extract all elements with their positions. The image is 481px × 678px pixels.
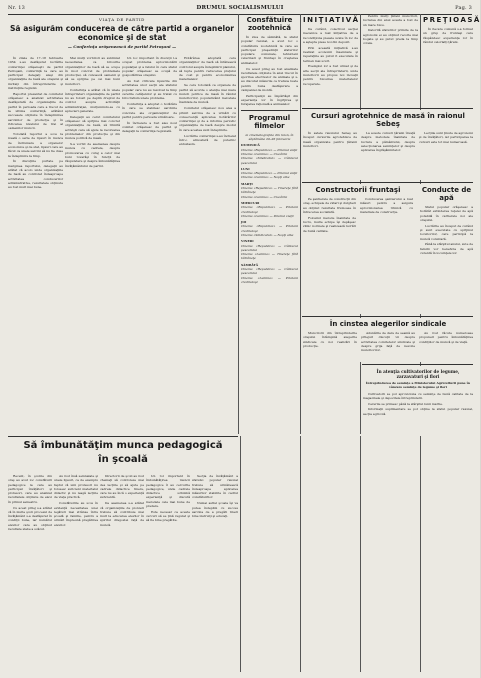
leadership-article [420,184,473,314]
pedagogic-title-line1: Să îmbunătăţim munca pedagogică [23,440,223,451]
column-zootechnic-program [241,14,298,434]
paragraph: Cererile se primesc până la sfârşitul lunii martie. [368,401,443,406]
paragraph: S-a vorbit de asemenea despre munca cu cadrele, despre promovarea cu curaj a celor mai buni tovarăşi în funcţii de răspundere şi despre îmbunătăţirea învăţământului de partid. [65,142,120,168]
program-day-block [241,167,298,180]
column-divider [238,14,239,434]
paragraph: Hotărârea adoptată cere organizaţiilor de bază să întărească controlul asupra îndeplinirii planului, să lupte pentru reducerea preţului de cost şi pentru economisirea materialelor. [179,56,236,82]
column-divider [360,436,361,672]
preciousness-title: PREŢIOASĂ [423,16,481,24]
union-elections-article [303,318,473,362]
paragraph: Delegaţii au cerut comitetului orăşenesc să sprijine mai concret organizaţiile de bază, să trimită activişti care să ajute la rezolvarea problemelor din producţie şi din munca politică de masă. [65,114,120,141]
paragraph: Au fost făcute numeroase propuneri pentru îmbunătăţirea condiţiilor de muncă şi de viaţă. [419,331,473,344]
lead-article-column [65,56,120,432]
program-entry: Cinema «Republica» — Prieteni credincioşi [241,224,298,233]
paragraph: Adunările de dare de seamă au prilejuit discuţii vii despre activitatea comitetelor sindicale şi despre grija faţă de nevoile muncitorilor. [361,331,415,353]
program-entry: Cinema «Republica» — Cântecul pescarului [241,243,298,252]
lead-article-column [179,56,236,432]
pedagogic-header [8,438,238,472]
paragraph: În discuţiile purtate pe marginea raportului, delegaţii au arătat că acolo unde organizaţiile de bază au controlat îndeaproape activitatea conducerilor administrative, rezultatele obţinute au fost mult mai bune. [8,159,63,190]
program-entry: Cinema «Lumina» — Ciocârlia [241,151,288,156]
program-entry: Cinema «Lumina» — Tinereţe fără bătrâneţe [241,252,298,261]
paragraph: Conferinţa a arătat că în unele întreprinderi organizaţiile de partid nu au folosit pe deplin dreptul de control asupra activităţii administraţiei, mulţumindu-se cu aprecieri generale. [65,87,120,114]
paragraph: Totodată raportul a scos la iveală o serie de lipsuri în munca de îndrumare a organelor economice şi de stat, lipsuri care au făcut ca unele sarcini să nu fie duse la îndeplinire la timp. [8,132,63,158]
pedagogic-column [8,474,52,672]
agro-courses-article [303,110,473,180]
paragraph: Informaţii suplimentare se pot obţine la sfatul popular raional, secţia agricolă. [363,407,473,416]
paragraph: Conferinţa a adoptat o hotărâre în care se stabilesc sarcinile concrete ale organizaţiilor de partid pentru perioada următoare. [122,101,177,119]
paragraph: Prin această iniţiativă s-au realizat economii însemnate şi reparaţiile au putut fi executate în termen mai scurt. [303,45,358,63]
paragraph: Este necesar ca aceste cercuri să se ţină regulat şi să fie bine pregătite. [146,509,190,523]
paragraph: Se cere totodată ca organele de partid să acorde o atenţie mai mare muncii politice de masă în rândul muncitorilor, popularizând metodele înaintate de muncă. [179,83,236,105]
column-divider [240,436,241,672]
paragraph: Participanţii au împărtăşit din experienţa lor în îngrijirea şi furajarea raţională a animalelor. [241,93,298,107]
construction-title: Constructorii fruntaşi [315,186,401,194]
paragraph: Sfatul popular orăşenesc a hotărât extinderea reţelei de apă potabilă în cartierele noi ale oraşului. [420,205,473,222]
lead-subhead: — Conferinţa orăşenească de partid Petroşani — [67,44,177,50]
program-day-block [241,220,298,237]
lead-article-column [8,56,63,432]
paragraph: Lucrările conferinţei s-au încheiat într-o atmosferă de puternic entuziasm. [179,133,236,147]
paragraph: Recent, în şcolile din oraş au avut loc consfătuiri pedagogice la care au participat învăţători şi profesori, care au analizat rezultatele obţinute de elevi în primul semestru. [8,474,52,504]
program-entry: Cinema «Republica» — Drumul vieţii [241,171,298,176]
paper-name: DRUMUL SOCIALISMULUI [196,5,284,11]
program-entry: Cinema «Lumina» — Ciocârlia [241,194,288,199]
vegetables-notice [363,366,473,434]
union-elections-title: În cinstea alegerilor sindicale [329,320,447,328]
program-entry: Cinema «Republica» — Prieteni credincioşi [241,205,298,214]
program-entry: Cinema «Lumina» — Nopţi albe [241,175,290,180]
page-number: Pag. 3 [455,5,472,11]
paragraph: Au fost însă semnalate şi unele lipsuri, ca de exemplu faptul că unii profesori nu folosesc suficient materialul didactic şi nu leagă lecţiile de viaţa practică. [54,474,98,500]
leadership-title: Conducte de apă [421,186,472,202]
paragraph: În fiecare comună s-a format un grup de fruntaşi care răspândesc experienţa lor în rândul celorlalţi ţărani. [423,27,473,44]
vegetables-intro: Întreprinderea de seminţe a Ministerului Agriculturii pune în vânzare seminţe de legume şi flori [366,381,470,390]
pedagogic-column [192,474,238,672]
section-rule [8,436,238,437]
program-day: JOI [241,220,247,225]
program-entry: Cinema «Republica» — Tinereţe fără bătrâneţe [241,186,298,195]
section-rule [362,364,473,365]
column-divider [300,436,301,672]
section-rule [302,316,473,317]
pedagogic-column [100,474,144,672]
paragraph: Cu acest prilej s-a arătat că în multe şcoli procesul de învăţământ s-a desfăşurat în condiţii bune, iar numărul elevilor care au obţinut rezultate slabe a scăzut. [8,505,52,532]
section-rule [241,110,298,111]
paragraph: Lecţiile sunt ţinute de agronomi şi de învăţători, iar participarea la cursuri este tot mai numeroasă. [419,131,473,144]
program-day: DUMINICĂ [241,143,260,148]
paragraph: Datorită sfaturilor primite de la agronomi ei au obţinut recolte mai bogate şi au putut preda la timp cotele. [363,28,418,46]
paragraph: În încheiere a fost ales noul comitet orăşenesc de partid şi delegaţii la conferinţa regională. [122,120,177,134]
program-entry: Cinema «Republica» — Cântecul pescarului [241,267,298,276]
lead-kicker: VIAŢA DE PARTID [99,17,145,22]
program-entry: Cinema «Sindicatul» — Nopţi albe [241,232,294,237]
program-entry: Cinema «Lumina» — Prieteni credincioşi [241,275,298,284]
paragraph: De curând, colectivul secţiei mecanice a luat iniţiativa de a recondiţiona piesele uzate în loc de a aştepta piese noi din depozit. [303,27,358,44]
paragraph: Secţia de învăţământ a sfatului popular raional trebuie să urmărească îndeaproape aplicarea măsurilor stabilite în cadrul consfătuirilor. [192,474,238,500]
program-day-block [241,201,298,218]
program-day: VINERI [241,239,254,244]
lead-headline: Să asigurăm conducerea de către partid a organelor economice şi de stat [9,24,235,43]
zootechnic-title: Consfătuire zootehnică [246,16,293,32]
section-rule [302,108,473,109]
paragraph: La aceste cursuri ţăranii învaţă despre metodele înaintate de lucrare a pământului, despre selecţionarea seminţelor şi despre aplicarea îngrăşămintelor. [361,131,415,153]
program-entry: Cinema «Sindicatul» — Cântecul pescarului [241,156,298,165]
program-day: LUNI [241,166,250,171]
paragraph: Până la sfârşitul anului, sute de familii vor beneficia de apă curentă în locuinţele lor. [420,242,473,255]
program-day-block [241,182,298,199]
paragraph: În ziua de sâmbătă, la sfatul popular raional, a avut loc o consfătuire zootehnică la care au participat preşedinţii sfaturilor populare comunale, tehnicieni veterinari şi fruntaşi în creşterea animalelor. [241,35,298,65]
construction-article [303,184,413,314]
program-day: MIERCURI [241,200,260,205]
program-day: MARŢI [241,181,253,186]
issue-number: Nr. 13 [8,5,25,11]
paragraph: Au fost criticate lipsurile din activitatea unor secţii ale sfatului popular care nu au rezolvat la timp cererile cetăţenilor şi au tratat cu birocratism unele probleme. [122,78,177,101]
pedagogic-column [146,474,190,672]
paragraph: Numai astfel şcoala îşi va putea îndeplini cu succes sarcina de a pregăti tineri bine instruiţi şi educaţi. [192,501,238,519]
lead-article-column [122,56,177,432]
program-entry: Cinema «Lumina» — Drumul vieţii [241,213,294,218]
paragraph: Conducerea şantierului a luat măsuri pentru a asigura aprovizionarea ritmică cu materiale de construcţie. [360,197,413,214]
pedagogic-column [54,474,98,672]
paragraph: De asemenea s-a arătat că organizaţiile de pionieri trebuie să contribuie mai mult la educarea elevilor în spiritul dragostei faţă de muncă. [100,501,144,527]
program-day: SÂMBĂTĂ [241,262,259,267]
lead-article-header [8,14,236,54]
paragraph: Un rol important în îmbunătăţirea muncii pedagogice îl au cercurile pedagogice, unde cadrele didactice schimbă experienţă şi discută metodele cele mai bune de predare. [146,474,190,509]
pedagogic-title-line2: în şcoală [98,454,148,465]
paragraph: Pentru mulţi ţărani muncitori, lucrarea din anul acesta a fost de un mare folos. [363,14,418,27]
section-rule [302,182,473,183]
column-divider [420,436,421,672]
paragraph: Muncitorii din întreprinderile oraşului întâmpină alegerile sindicale cu noi realizări în producţie. [303,331,357,348]
program-day-block [241,239,298,260]
paragraph: Mai mulţi vorbitori au subliniat necesitatea ca birourile organizaţiilor de bază să se ocupe în mod concret de problemele producţiei, să cunoască oamenii şi să se sprijine pe cei mai buni muncitori. [65,56,120,86]
program-title: Programul filmelor [248,113,291,130]
paragraph: Pe şantierele de construcţii din oraş, echipele de zidari şi dulgheri au obţinut rezultate frumoase în întrecerea socialistă. [303,197,356,214]
paragraph: Lucrările au început de curând şi sunt executate cu sprijinul locuitorilor, care participă la muncă voluntară. [420,223,473,241]
program-entry: Cinema «Republica» — Drumul vieţii [241,147,298,152]
paragraph: În satele raionului Sebeş au început cursurile agrotehnice de masă organizate pentru ţăranii muncitori. [303,131,357,148]
program-day-block [241,143,298,164]
vegetables-title: În atenţia cultivatorilor de legume, zarzavaturi şi flori [376,369,460,379]
agro-courses-title: Cursuri agrotehnice de masă în raionul Sebeş [311,112,465,128]
paragraph: Un loc important în discuţii l-a ocupat problema aprovizionării populaţiei şi a felului în care sfatul popular orăşenesc se ocupă de gospodărirea oraşului. [122,56,177,78]
paragraph: Cultivatorii se pot aproviziona cu seminţe de bună calitate de la magazinele şi depozitele întreprinderii. [363,391,473,400]
paragraph: Consfătuirile au scos în evidenţă necesitatea unei legături mai strânse între şcoală şi familie, pentru a urmări împreună pregătirea elevilor. [54,501,98,527]
initiative-title: INIŢIATIVĂ [303,16,360,24]
column-divider [300,14,301,434]
paragraph: Cu acest prilej au fost analizate rezultatele obţinute în anul trecut în sporirea efectivelor de animale şi s-au discutat măsurile ce trebuie luate pentru buna desfăşurare a campaniei de montă. [241,66,298,93]
paragraph: Comitetul orăşenesc nou ales a primit sarcina de a urmări cu consecvenţă aplicarea hotărârilor conferinţei şi de a informa periodic organizaţiile de bază despre modul în care acestea sunt îndeplinite. [179,106,236,132]
program-day-block [241,263,298,284]
paragraph: În zilele de 17–18 februarie 1954 s-au desfăşurat lucrările conferinţei orăşeneşti de partid Petroşani, conferinţă la care au participat delegaţi aleşi din organizaţiile de bază ale oraşului şi invitaţi din întreprinderile şi instituţiile regiunii. [8,56,63,91]
paragraph: Exemplul lor a fost urmat şi de alte secţii ale întreprinderii, unde muncitorii au propus noi inovaţii pentru folosirea materialelor recuperate. [303,64,358,86]
paragraph: Raportul prezentat de comitetul orăşenesc a analizat activitatea desfăşurată de organizaţiile de partid în perioada care a trecut de la ultima conferinţă, arătând succesele obţinute în îndeplinirea sarcinilor de producţie şi în ridicarea nivelului de trai al oamenilor muncii. [8,91,63,131]
paragraph: Folosind metode înaintate de lucru, multe echipe îşi depăşesc zilnic normele şi realizează lucrări de bună calitate. [303,215,356,233]
program-intro: la cinematografele din raion, în săptămâna 20–26 februarie [245,132,294,142]
paragraph: Directorii de şcoli au fost chemaţi să controleze mai des lecţiile şi să ajute pe cadrele didactice tinere, care nu au încă o experienţă suficientă. [100,474,144,500]
